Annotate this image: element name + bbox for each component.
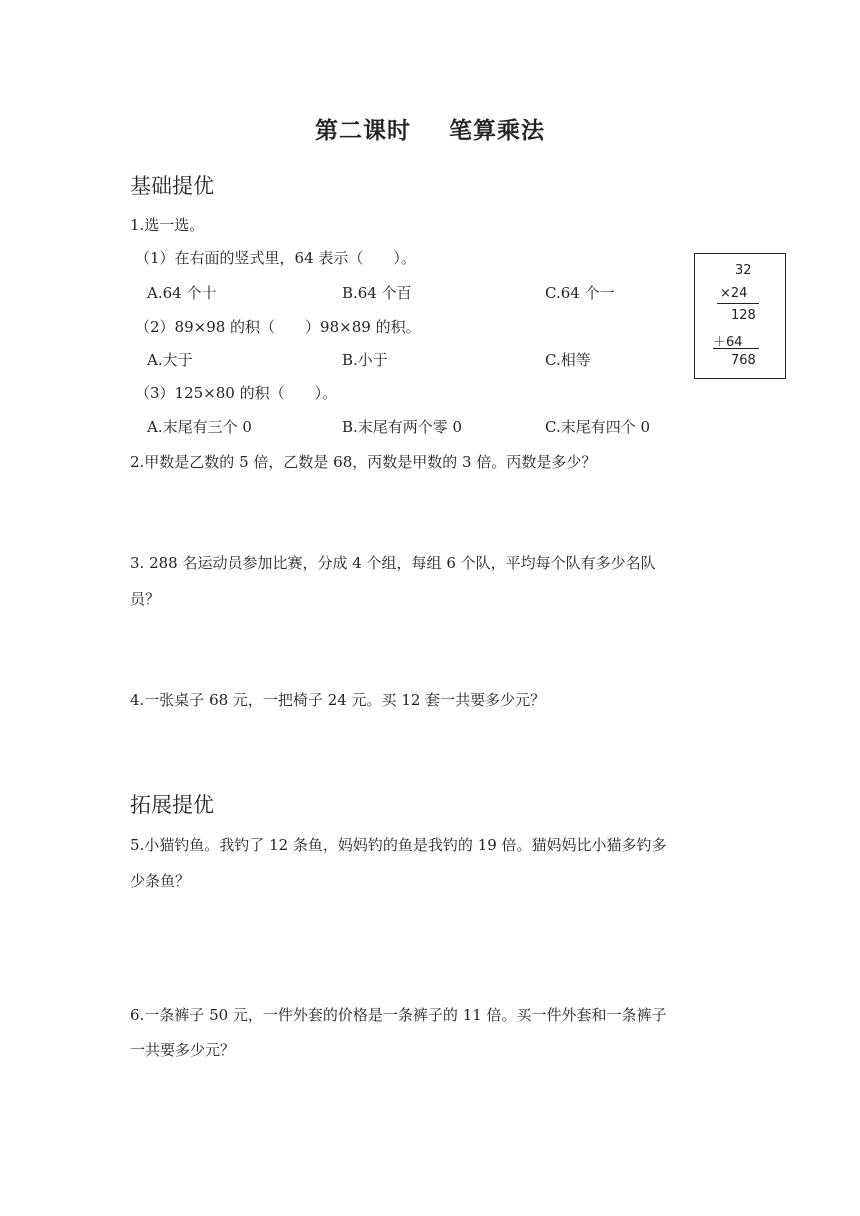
question-2: 2.甲数是乙数的 5 倍，乙数是 68，丙数是甲数的 3 倍。丙数是多少？ [130,453,597,471]
question-1-2-option-b: B.小于 [342,351,388,369]
question-3-line-2: 员？ [130,590,161,608]
question-1-2-option-c: C.相等 [545,351,591,369]
question-3-line-1: 3. 288 名运动员参加比赛，分成 4 个组，每组 6 个队，平均每个队有多少名队 [130,554,656,572]
calc-multiplier: ×24 [720,286,748,301]
question-1-label: 1.选一选。 [130,216,205,234]
section-heading-basic: 基础提优 [130,174,214,198]
calc-rule-bottom [713,348,759,349]
question-1-2-text: （2）89×98 的积（ ）98×89 的积。 [135,318,421,336]
question-5-line-1: 5.小猫钓鱼。我钓了 12 条鱼，妈妈钓的鱼是我钓的 19 倍。猫妈妈比小猫多钓多 [130,836,667,854]
question-6-line-2: 一共要多少元？ [130,1041,236,1059]
calc-partial-product-2: ＋64 [713,335,743,350]
section-heading-extend: 拓展提优 [130,793,214,817]
question-1-3-option-a: A.末尾有三个 0 [147,418,252,436]
question-1-3-option-c: C.末尾有四个 0 [545,418,651,436]
calc-product: 768 [731,353,756,368]
question-1-1-option-b: B.64 个百 [342,284,412,302]
title-topic: 笔算乘法 [449,118,545,144]
question-1-1-text: （1）在右面的竖式里，64 表示（ ）。 [135,249,416,267]
calc-partial-product-1: 128 [731,308,756,323]
calc-multiplicand: 32 [735,263,752,278]
question-1-3-text: （3）125×80 的积（ ）。 [135,384,338,402]
question-1-1-option-c: C.64 个一 [545,284,615,302]
vertical-multiplication-box [694,253,786,379]
question-1-2-option-a: A.大于 [147,351,193,369]
title-lesson: 第二课时 [315,118,411,144]
page-title [0,112,860,145]
question-1-3-option-b: B.末尾有两个零 0 [342,418,463,436]
question-1-1-option-a: A.64 个十 [147,284,217,302]
question-6-line-1: 6.一条裤子 50 元，一件外套的价格是一条裤子的 11 倍。买一件外套和一条裤子 [130,1006,667,1024]
calc-rule-top [717,303,759,304]
question-5-line-2: 少条鱼？ [130,872,191,890]
question-4: 4.一张桌子 68 元，一把椅子 24 元。买 12 套一共要多少元？ [130,691,546,709]
